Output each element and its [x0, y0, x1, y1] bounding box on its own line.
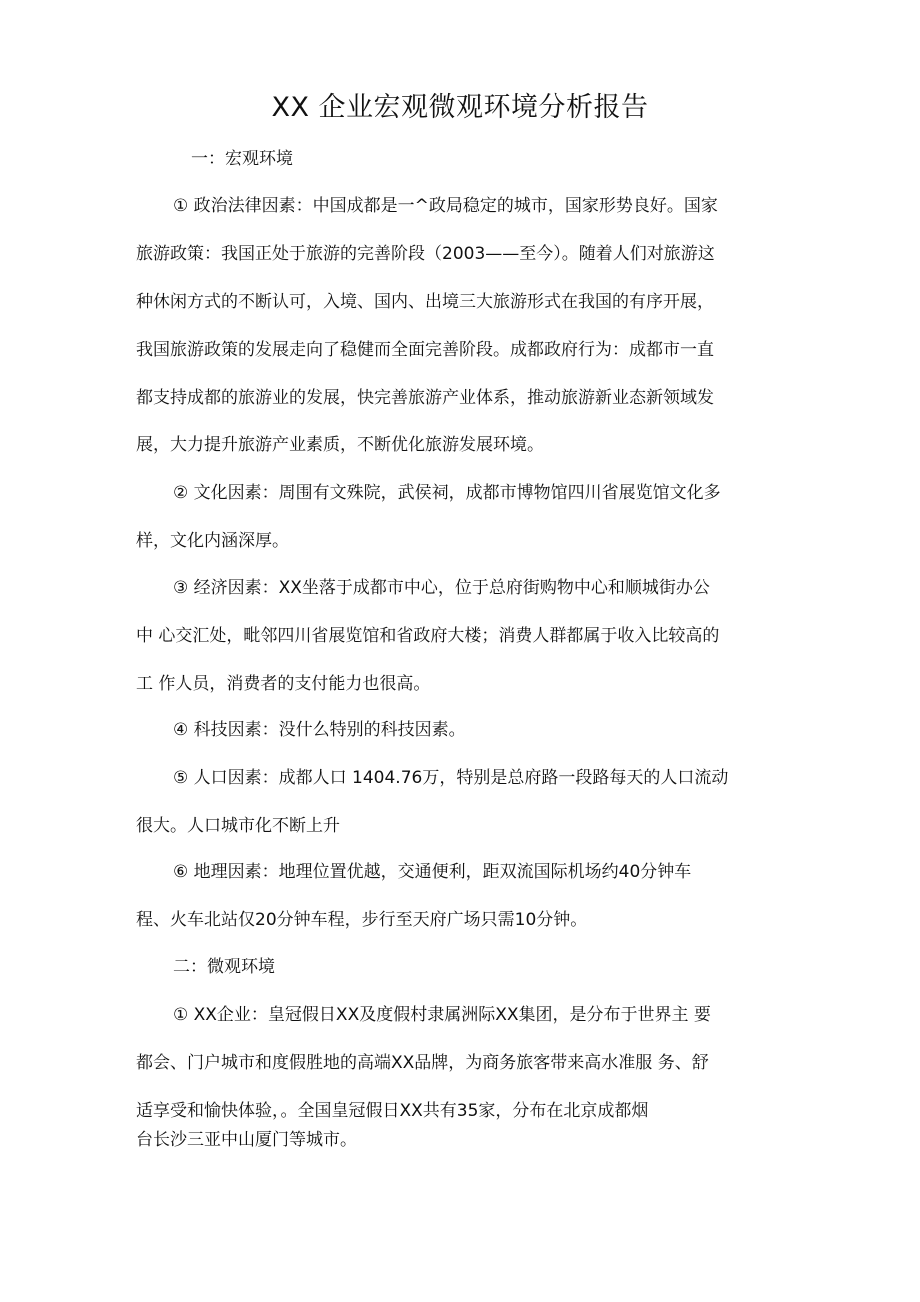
paragraph-line: 旅游政策：我国正处于旅游的完善阶段（2003——至今）。随着人们对旅游这 [136, 244, 715, 264]
paragraph-line: 台长沙三亚中山厦门等城市。 [136, 1130, 357, 1150]
paragraph-line: 工 作人员，消费者的支付能力也很高。 [136, 674, 431, 694]
paragraph-line: ④ 科技因素：没什么特别的科技因素。 [173, 720, 466, 740]
page-title: XX 企业宏观微观环境分析报告 [271, 92, 649, 123]
paragraph-line: 样，文化内涵深厚。 [136, 531, 289, 551]
paragraph-line: ⑥ 地理因素：地理位置优越，交通便利，距双流国际机场约40分钟车 [173, 862, 692, 882]
paragraph-line: 种休闲方式的不断认可，入境、国内、出境三大旅游形式在我国的有序开展， [136, 292, 714, 312]
paragraph-line: 我国旅游政策的发展走向了稳健而全面完善阶段。成都政府行为：成都市一直 [136, 340, 714, 360]
paragraph-line: ① XX企业：皇冠假日XX及度假村隶属洲际XX集团，是分布于世界主 要 [173, 1005, 711, 1025]
paragraph-line: ② 文化因素：周围有文殊院，武侯祠，成都市博物馆四川省展览馆文化多 [173, 483, 721, 503]
paragraph-line: 都支持成都的旅游业的发展，快完善旅游产业体系，推动旅游新业态新领域发 [136, 388, 714, 408]
section-heading-micro: 二：微观环境 [173, 957, 275, 977]
paragraph-line: 中 心交汇处，毗邻四川省展览馆和省政府大楼；消费人群都属于收入比较高的 [136, 626, 720, 646]
paragraph-line: 程、火车北站仅20分钟车程，步行至天府广场只需10分钟。 [136, 910, 588, 930]
section-heading-macro: 一：宏观环境 [191, 149, 293, 169]
paragraph-line: 展，大力提升旅游产业素质，不断优化旅游发展环境。 [136, 435, 544, 455]
paragraph-line: 很大。人口城市化不断上升 [136, 816, 340, 836]
paragraph-line: ⑤ 人口因素：成都人口 1404.76万，特别是总府路一段路每天的人口流动 [173, 768, 729, 788]
paragraph-line: 都会、门户城市和度假胜地的高端XX品牌，为商务旅客带来高水准服 务、舒 [136, 1053, 709, 1073]
paragraph-line: 适享受和愉快体验，。全国皇冠假日XX共有35家，分布在北京成都烟 [136, 1101, 649, 1121]
paragraph-line: ③ 经济因素：XX坐落于成都市中心，位于总府街购物中心和顺城街办公 [173, 578, 710, 598]
paragraph-line: ① 政治法律因素：中国成都是一^政局稳定的城市，国家形势良好。国家 [173, 196, 718, 216]
